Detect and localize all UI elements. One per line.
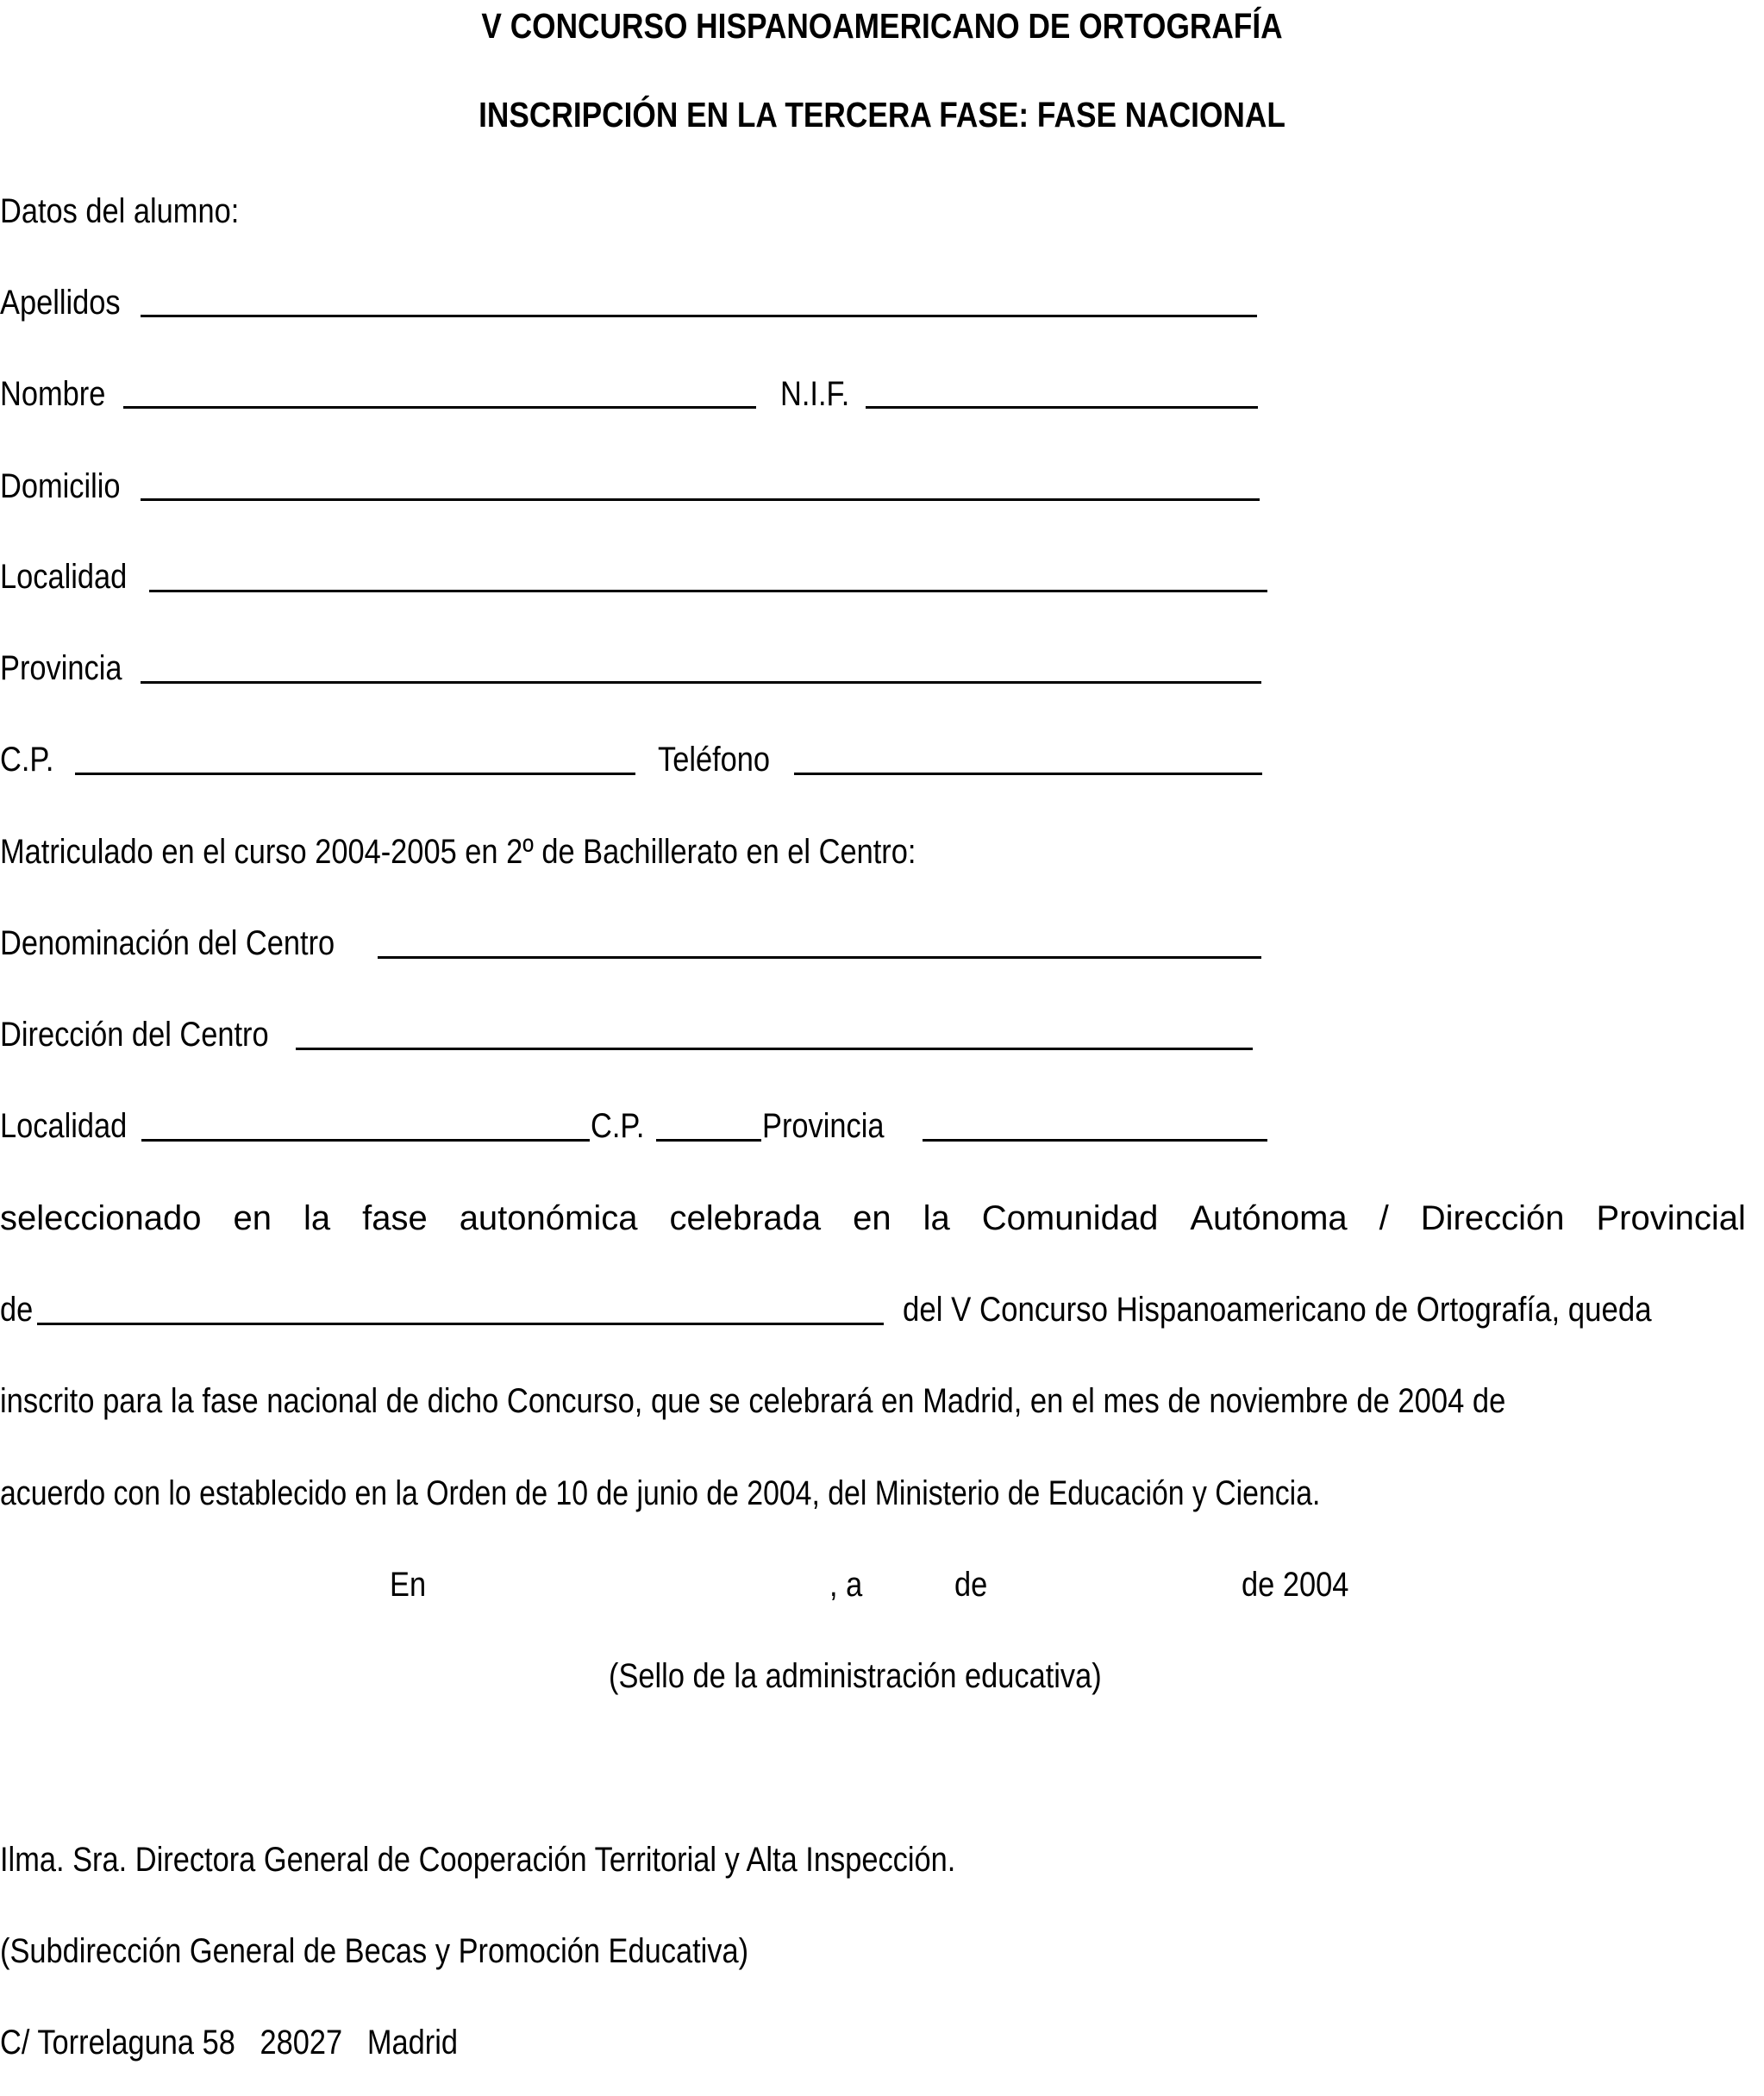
paragraph-line-3: inscrito para la fase nacional de dicho Concurso, que se celebrará en Madrid, en el mes de noviembre de 2004 de bbox=[0, 1382, 1506, 1420]
document-title: V CONCURSO HISPANOAMERICANO DE ORTOGRAFÍA bbox=[481, 6, 1283, 46]
matriculado-text: Matriculado en el curso 2004-2005 en 2º de Bachillerato en el Centro: bbox=[0, 833, 916, 871]
apellidos-label: Apellidos bbox=[0, 284, 121, 322]
centro-localidad-line[interactable] bbox=[141, 1139, 590, 1142]
address-line-2: (Subdirección General de Becas y Promoción Educativa) bbox=[0, 1932, 749, 1970]
word: en bbox=[853, 1199, 891, 1237]
cp-line[interactable] bbox=[75, 773, 635, 775]
word: Dirección bbox=[1420, 1199, 1565, 1237]
word: celebrada bbox=[669, 1199, 822, 1237]
domicilio-label: Domicilio bbox=[0, 467, 121, 505]
date-a: , a bbox=[829, 1566, 863, 1604]
word: la bbox=[303, 1199, 331, 1237]
paragraph-line-2-start: de bbox=[0, 1291, 34, 1329]
comunidad-line[interactable] bbox=[37, 1323, 884, 1325]
address-line-1: Ilma. Sra. Directora General de Cooperación Territorial y Alta Inspección. bbox=[0, 1841, 956, 1879]
paragraph-line-2-end: del V Concurso Hispanoamericano de Ortografía, queda bbox=[903, 1291, 1652, 1329]
provincia-label: Provincia bbox=[0, 649, 122, 687]
cp-label: C.P. bbox=[0, 741, 54, 779]
date-year: de 2004 bbox=[1242, 1566, 1349, 1604]
direccion-label: Dirección del Centro bbox=[0, 1016, 269, 1054]
word: seleccionado bbox=[0, 1199, 202, 1237]
document-subtitle: INSCRIPCIÓN EN LA TERCERA FASE: FASE NACIONAL bbox=[479, 95, 1285, 135]
nombre-line[interactable] bbox=[123, 406, 756, 409]
sello-text: (Sello de la administración educativa) bbox=[609, 1657, 1102, 1695]
nif-line[interactable] bbox=[866, 406, 1258, 409]
localidad-line[interactable] bbox=[149, 590, 1267, 592]
word: en bbox=[233, 1199, 272, 1237]
direccion-line[interactable] bbox=[296, 1048, 1253, 1050]
word: autonómica bbox=[459, 1199, 638, 1237]
centro-localidad-label: Localidad bbox=[0, 1107, 128, 1145]
paragraph-line-1 bbox=[0, 1201, 1746, 1236]
nif-label: N.I.F. bbox=[780, 375, 850, 413]
word: Provincial bbox=[1596, 1199, 1746, 1237]
word: la bbox=[923, 1199, 950, 1237]
word: Comunidad bbox=[981, 1199, 1159, 1237]
paragraph-line-4: acuerdo con lo establecido en la Orden de 10 de junio de 2004, del Ministerio de Educación y Ciencia. bbox=[0, 1474, 1321, 1512]
section-heading: Datos del alumno: bbox=[0, 192, 240, 230]
denominacion-line[interactable] bbox=[378, 956, 1261, 959]
nombre-label: Nombre bbox=[0, 375, 106, 413]
word: fase bbox=[362, 1199, 428, 1237]
address-line-3: C/ Torrelaguna 58 28027 Madrid bbox=[0, 2024, 458, 2062]
centro-cp-line[interactable] bbox=[656, 1139, 761, 1142]
provincia-line[interactable] bbox=[141, 681, 1261, 684]
apellidos-line[interactable] bbox=[141, 315, 1257, 317]
centro-provincia-line[interactable] bbox=[923, 1139, 1267, 1142]
word: / bbox=[1379, 1199, 1389, 1237]
telefono-line[interactable] bbox=[794, 773, 1262, 775]
date-en: En bbox=[390, 1566, 427, 1604]
centro-cp-label: C.P. bbox=[591, 1107, 645, 1145]
word: Autónoma bbox=[1190, 1199, 1348, 1237]
domicilio-line[interactable] bbox=[141, 498, 1260, 501]
centro-provincia-label: Provincia bbox=[762, 1107, 885, 1145]
denominacion-label: Denominación del Centro bbox=[0, 924, 335, 962]
date-de: de bbox=[954, 1566, 988, 1604]
telefono-label: Teléfono bbox=[658, 741, 771, 779]
localidad-label: Localidad bbox=[0, 558, 128, 596]
